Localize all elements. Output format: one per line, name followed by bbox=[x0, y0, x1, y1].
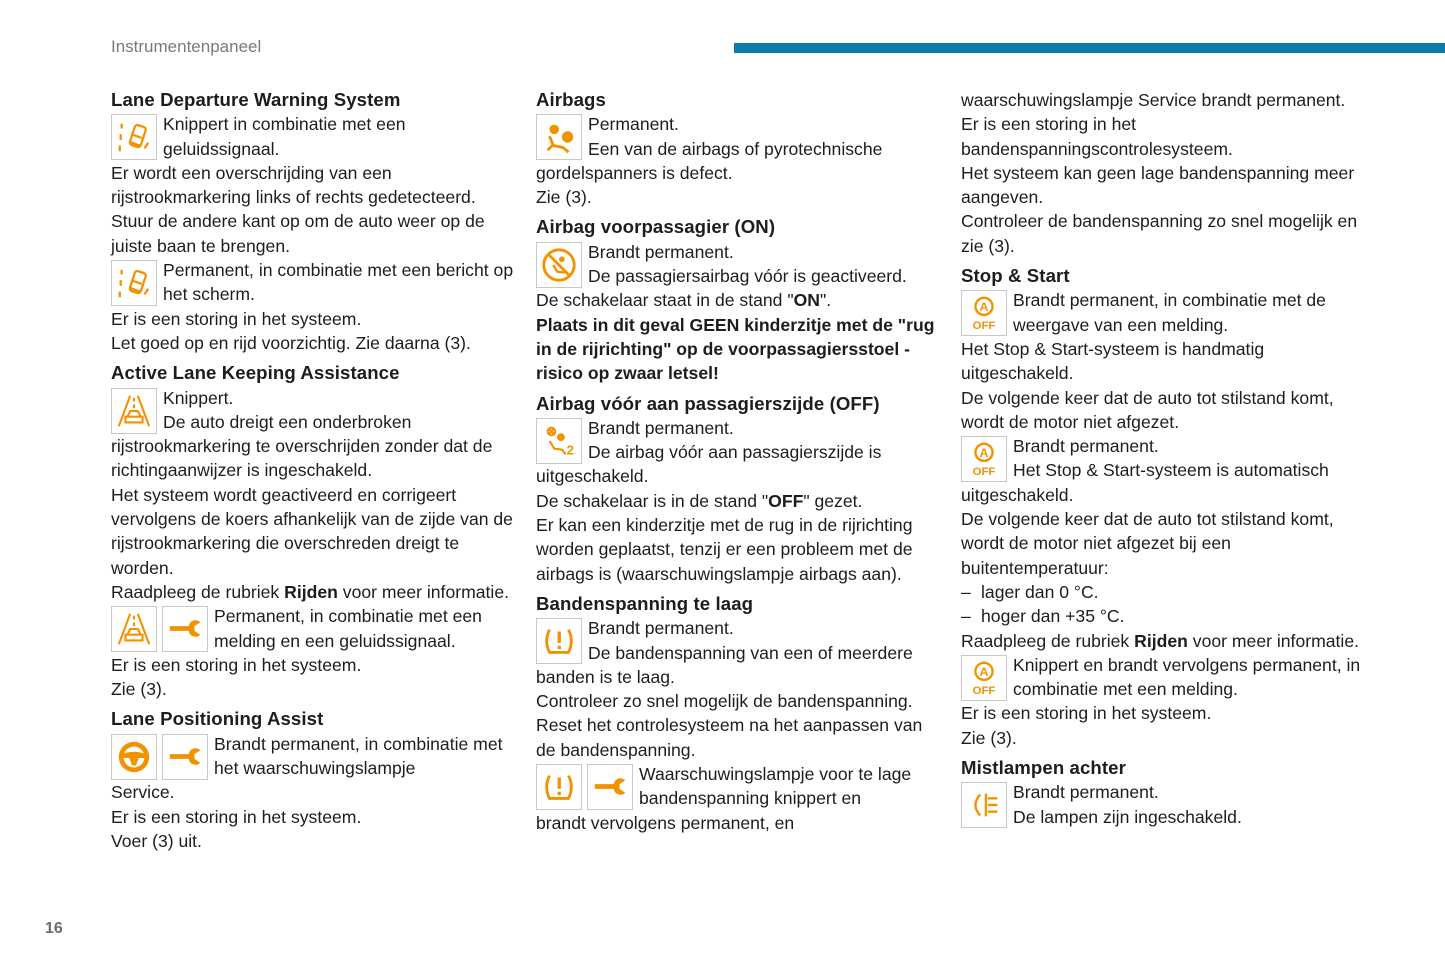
warning-paragraph: Plaats in dit geval GEEN kinderzitje met de "rug in de rijrichting" op de voorpassagiersstoel - risico op zwaar letsel! bbox=[536, 314, 935, 384]
section-title: Lane Departure Warning System bbox=[111, 89, 401, 110]
link-rijden: Rijden bbox=[1134, 630, 1188, 651]
ss-fault-text: Knippert en brandt vervolgens permanent, in combinatie met een melding. bbox=[1013, 654, 1361, 700]
column-2 bbox=[536, 88, 936, 841]
paragraph: Zie (3). bbox=[536, 187, 592, 208]
paragraph: Raadpleeg de rubriek Rijden voor meer informatie. bbox=[961, 630, 1360, 651]
tyre-desc: De bandenspanning van een of meerdere bbox=[588, 642, 913, 663]
section-ldws bbox=[111, 88, 516, 355]
section-title: Bandenspanning te laag bbox=[536, 592, 754, 614]
paragraph: waarschuwingslampje Service brandt permanent. bbox=[961, 90, 1346, 110]
lpa-text: Brandt permanent, in combinatie met het waarschuwingslampje bbox=[214, 733, 503, 779]
paragraph: Let goed op en rijd voorzichtig. Zie daarna (3). bbox=[111, 332, 471, 353]
list-item: – hoger dan +35 °C. bbox=[961, 606, 1125, 627]
service-wrench-icon bbox=[587, 764, 633, 810]
paragraph: Er is een storing in het systeem. bbox=[961, 703, 1212, 724]
section-title: Airbags bbox=[536, 89, 606, 110]
tyre-pressure-icon bbox=[536, 618, 582, 664]
svg-text:OFF: OFF bbox=[972, 466, 996, 479]
ss-auto-status: Brandt permanent. bbox=[1013, 436, 1159, 457]
svg-text:2: 2 bbox=[566, 442, 575, 458]
paragraph: Er is een storing in het systeem. bbox=[111, 308, 362, 329]
paragraph: gordelspanners is defect. bbox=[536, 162, 733, 183]
paragraph: Controleer zo snel mogelijk de bandenspanning. bbox=[536, 691, 913, 712]
lane-departure-fault-icon bbox=[111, 260, 157, 306]
paragraph: Voer (3) uit. bbox=[111, 830, 202, 851]
ss-manual-text: Brandt permanent, in combinatie met de weergave van een melding. bbox=[1013, 290, 1326, 335]
paragraph: Er is een storing in het systeem. bbox=[111, 806, 362, 827]
airbag-off-status: Brandt permanent. bbox=[588, 417, 734, 438]
paragraph: Zie (3). bbox=[961, 727, 1017, 748]
accent-bar bbox=[734, 43, 1445, 53]
airbag-on-desc: De passagiersairbag vóór is geactiveerd. bbox=[588, 266, 907, 287]
paragraph: Het systeem kan geen lage bandenspanning meer aangeven. bbox=[961, 162, 1355, 208]
lane-keeping-fault-icon bbox=[111, 606, 157, 652]
fog-desc: De lampen zijn ingeschakeld. bbox=[1013, 806, 1242, 827]
section-lpa bbox=[111, 707, 516, 853]
ldws-blink-text: Knippert in combinatie met een geluidssignaal. bbox=[163, 114, 406, 159]
section-airbag-on bbox=[536, 215, 936, 385]
paragraph: banden is te laag. bbox=[536, 666, 675, 687]
section-title: Active Lane Keeping Assistance bbox=[111, 362, 400, 384]
section-airbags bbox=[536, 88, 936, 209]
paragraph: De schakelaar is in de stand "OFF" gezet. bbox=[536, 490, 863, 511]
tyre-fault-text: Waarschuwingslampje voor te lage bandenspanning knippert en bbox=[639, 764, 912, 809]
airbag-status: Permanent. bbox=[588, 114, 679, 135]
paragraph: Service. bbox=[111, 782, 175, 803]
lane-keeping-icon bbox=[111, 388, 157, 434]
paragraph: Het systeem wordt geactiveerd en corrigeert vervolgens de koers afhankelijk van de zijde van de rijstrookmarkering die overschreden dreigt te worden. bbox=[111, 484, 513, 578]
section-continued bbox=[961, 88, 1361, 258]
list-item: – lager dan 0 °C. bbox=[961, 581, 1099, 602]
fog-status: Brandt permanent. bbox=[1013, 782, 1159, 803]
section-stop-start bbox=[961, 264, 1361, 750]
paragraph: Er is een storing in het systeem. bbox=[111, 654, 362, 675]
section-alka bbox=[111, 361, 516, 701]
section-title: Airbag vóór aan passagierszijde (OFF) bbox=[536, 392, 880, 414]
svg-text:A: A bbox=[979, 300, 989, 315]
airbag-on-status: Brandt permanent. bbox=[588, 241, 734, 262]
service-wrench-icon bbox=[162, 606, 208, 652]
paragraph: Raadpleeg de rubriek Rijden voor meer informatie. bbox=[111, 581, 510, 602]
paragraph: Er kan een kinderzitje met de rug in de rijrichting worden geplaatst, tenzij er een probleem met de airbags is (waarschuwingslampje airbags aan). bbox=[536, 515, 913, 584]
section-airbag-off bbox=[536, 392, 936, 586]
airbag-off-desc: De airbag vóór aan passagierszijde is bbox=[588, 442, 882, 463]
paragraph: uitgeschakeld. bbox=[961, 484, 1074, 505]
paragraph: De volgende keer dat de auto tot stilstand komt, wordt de motor niet afgezet. bbox=[961, 387, 1334, 432]
section-title: Mistlampen achter bbox=[961, 757, 1126, 779]
paragraph: Controleer de bandenspanning zo snel mogelijk en zie (3). bbox=[961, 211, 1358, 256]
paragraph: rijstrookmarkering te overschrijden zonder dat de richtingaanwijzer is ingeschakeld. bbox=[111, 436, 493, 481]
section-tyre-pressure bbox=[536, 592, 936, 835]
section-title: Lane Positioning Assist bbox=[111, 708, 324, 730]
stop-start-auto-off-icon bbox=[961, 436, 1007, 482]
section-title: Stop & Start bbox=[961, 265, 1070, 287]
svg-text:OFF: OFF bbox=[972, 320, 996, 333]
rear-fog-lamp-icon bbox=[961, 782, 1007, 828]
paragraph: Er is een storing in het bandenspanningscontrolesysteem. bbox=[961, 114, 1233, 159]
airbag-on-icon bbox=[536, 242, 582, 288]
tyre-pressure-fault-icon bbox=[536, 764, 582, 810]
column-3 bbox=[961, 88, 1361, 835]
svg-text:A: A bbox=[979, 664, 989, 679]
paragraph: De volgende keer dat de auto tot stilstand komt, wordt de motor niet afgezet bij een buitentemperatuur: bbox=[961, 509, 1334, 578]
running-header: Instrumentenpaneel bbox=[111, 37, 262, 56]
airbag-desc: Een van de airbags of pyrotechnische bbox=[588, 138, 883, 159]
steering-wheel-icon bbox=[111, 734, 157, 780]
paragraph: Het Stop & Start-systeem is handmatig uitgeschakeld. bbox=[961, 338, 1265, 384]
ss-auto-desc: Het Stop & Start-systeem is automatisch bbox=[1013, 460, 1329, 481]
stop-start-off-icon bbox=[961, 290, 1007, 336]
paragraph: Er wordt een overschrijding van een rijstrookmarkering links of rechts gedetecteerd. bbox=[111, 162, 476, 208]
paragraph: brandt vervolgens permanent, en bbox=[536, 812, 795, 833]
page-number: 16 bbox=[45, 920, 63, 937]
paragraph: De schakelaar staat in de stand "ON". bbox=[536, 290, 832, 311]
airbag-off-icon bbox=[536, 418, 582, 464]
svg-text:OFF: OFF bbox=[972, 684, 996, 697]
tyre-status: Brandt permanent. bbox=[588, 618, 734, 639]
stop-start-fault-icon bbox=[961, 655, 1007, 701]
svg-text:A: A bbox=[979, 446, 989, 461]
paragraph: Reset het controlesysteem na het aanpassen van de bandenspanning. bbox=[536, 715, 923, 760]
paragraph: Stuur de andere kant op om de auto weer op de juiste baan te brengen. bbox=[111, 211, 485, 256]
link-rijden: Rijden bbox=[284, 581, 338, 602]
alka-blink-desc: De auto dreigt een onderbroken bbox=[163, 411, 412, 432]
column-1 bbox=[111, 88, 516, 859]
section-title: Airbag voorpassagier (ON) bbox=[536, 216, 776, 238]
airbag-icon bbox=[536, 114, 582, 160]
paragraph: Zie (3). bbox=[111, 679, 167, 700]
service-wrench-icon bbox=[162, 734, 208, 780]
paragraph: uitgeschakeld. bbox=[536, 466, 649, 487]
lane-departure-icon bbox=[111, 114, 157, 160]
ldws-permanent-text: Permanent, in combinatie met een bericht op het scherm. bbox=[163, 260, 514, 305]
alka-blink-text: Knippert. bbox=[163, 387, 234, 408]
alka-fault-text: Permanent, in combinatie met een melding en een geluidssignaal. bbox=[214, 606, 482, 651]
section-rear-fog bbox=[961, 756, 1361, 829]
